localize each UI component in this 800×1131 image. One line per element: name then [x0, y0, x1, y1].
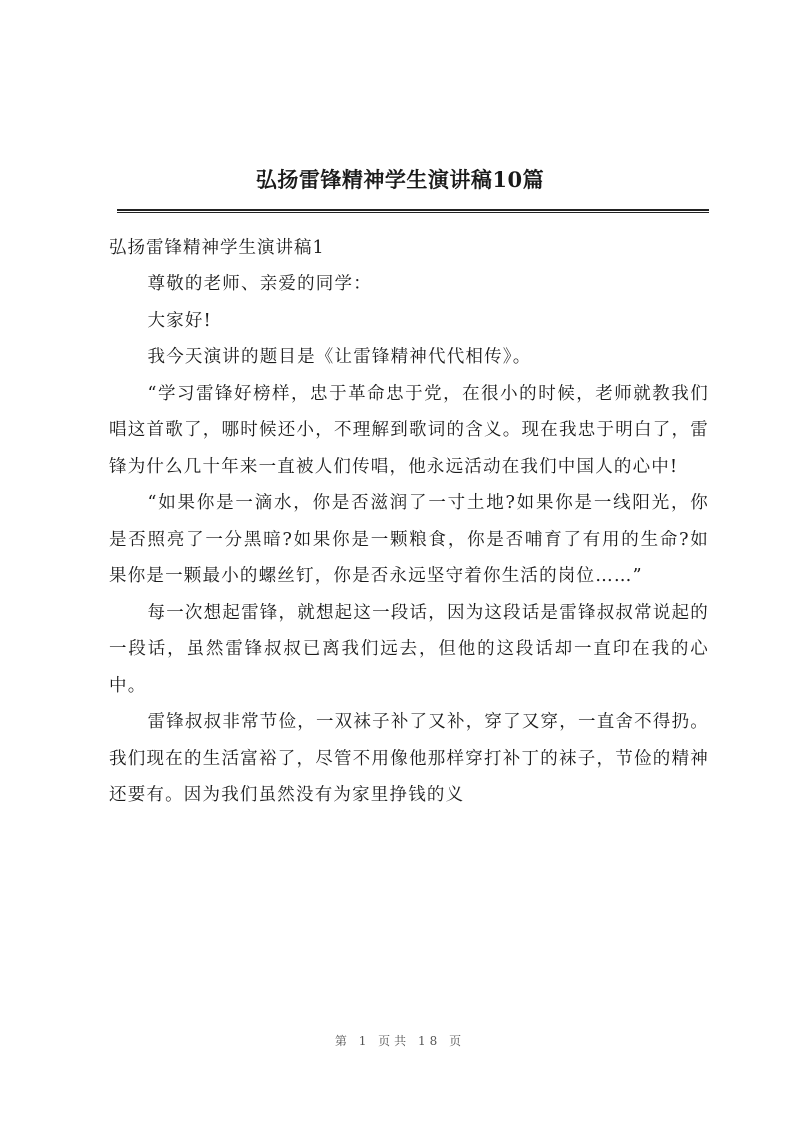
greeting-paragraph: 大家好!	[147, 310, 212, 331]
document-title: 弘扬雷锋精神学生演讲稿10篇	[255, 167, 545, 192]
section-heading: 弘扬雷锋精神学生演讲稿1	[109, 238, 325, 258]
page-number-footer: 第 1 页共 18 页	[334, 1034, 466, 1048]
salutation-paragraph: 尊敬的老师、亲爱的同学：	[147, 274, 372, 294]
body-paragraph: “如果你是一滴水，你是否滋润了一寸土地?如果你是一线阳光，你是否照亮了一分黑暗?如果你是一颗粮食，你是否哺育了有用的生命?如果你是一颗最小的螺丝钉，你是否永远坚守着你生活的岗位……”	[109, 493, 709, 586]
body-paragraph: 每一次想起雷锋，就想起这一段话，因为这段话是雷锋叔叔常说起的一段话，虽然雷锋叔叔已离我们远去，但他的这段话却一直印在我的心中。	[109, 602, 709, 696]
body-paragraph: 雷锋叔叔非常节俭，一双袜子补了又补，穿了又穿，一直舍不得扔。我们现在的生活富裕了，尽管不用像他那样穿打补丁的袜子，节俭的精神还要有。因为我们虽然没有为家里挣钱的义	[109, 712, 709, 805]
body-paragraph: “学习雷锋好榜样，忠于革命忠于党，在很小的时候，老师就教我们唱这首歌了，哪时候还小，不理解到歌词的含义。现在我忠于明白了，雷锋为什么几十年来一直被人们传唱，他永远活动在我们中国人的心中!	[109, 383, 709, 477]
title-divider	[117, 209, 709, 213]
document-body	[109, 230, 709, 814]
topic-paragraph: 我今天演讲的题目是《让雷锋精神代代相传》。	[147, 347, 532, 367]
